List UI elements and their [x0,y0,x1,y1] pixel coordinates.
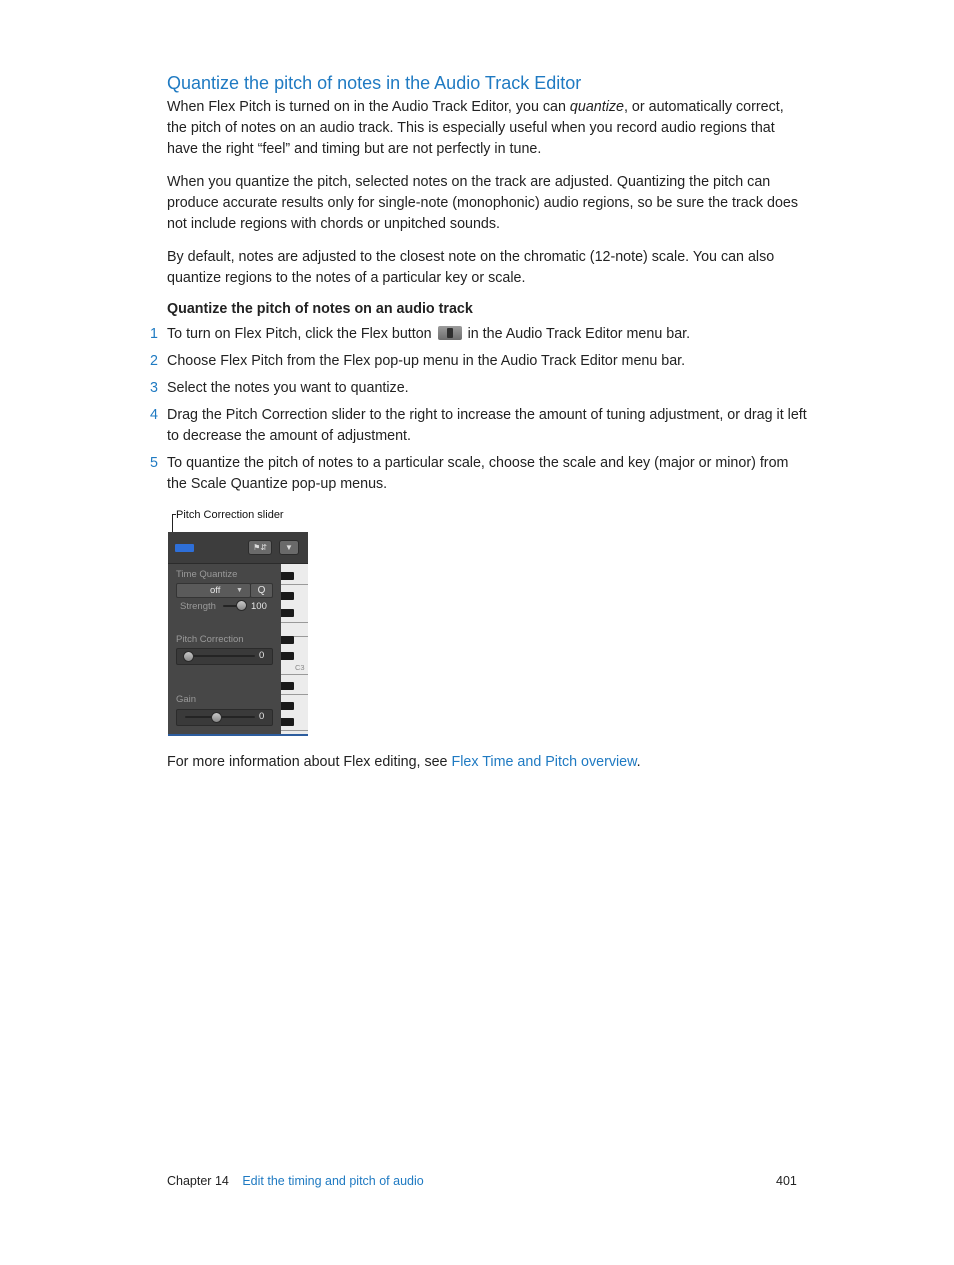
step-number: 4 [150,407,158,423]
black-key [281,572,294,580]
step-number: 3 [150,380,158,396]
step-text-end: in the Audio Track Editor menu bar. [463,326,691,342]
more-info-text: For more information about Flex editing, see [167,754,452,770]
section-heading: Quantize the pitch of notes in the Audio Track Editor [167,73,582,93]
key-label-c3: C3 [295,663,305,672]
step-text-start: To turn on Flex Pitch, click the Flex button [167,326,436,342]
time-quantize-label: Time Quantize [176,569,238,580]
pitch-correction-slider[interactable] [176,648,273,665]
step-number: 2 [150,353,158,369]
gain-slider[interactable] [176,709,273,726]
black-key [281,702,294,710]
gain-knob[interactable] [211,712,222,723]
page-number: 401 [776,1174,797,1188]
paragraph-quantize: When you quantize the pitch, selected notes on the track are adjusted. Quantizing the pitch can produce accurate results only for single-note (monophonic) audio regions, so be sure the track does not include regions with chords or unpitched sounds. [167,174,799,232]
step-text: To quantize the pitch of notes to a particular scale, choose the scale and key (major or minor) from the Scale Quantize pop-up menus. [167,455,789,492]
step-number: 1 [150,326,158,342]
black-key [281,636,294,644]
more-info-end: . [636,754,641,770]
intro-text-end: , or automatically correct, the pitch of notes on an audio track. This is especially useful when you record audio regions that have the right “feel” and timing but are not perfectly in tune. [167,99,784,157]
pitch-correction-label: Pitch Correction [176,634,244,645]
white-key-divider [281,674,308,675]
intro-text: When Flex Pitch is turned on in the Audio Track Editor, you can [167,99,570,115]
pitch-correction-knob[interactable] [183,651,194,662]
chevron-down-icon: ▼ [236,587,243,594]
white-key-divider [281,622,308,623]
procedure-title: Quantize the pitch of notes on an audio track [167,301,473,317]
gain-label: Gain [176,694,197,705]
chapter-label: Chapter 14 [167,1174,229,1188]
step-text: Drag the Pitch Correction slider to the right to increase the amount of tuning adjustment, or drag it left to decrease the amount of adjustment. [167,407,807,444]
white-key-divider [281,730,308,731]
white-key-divider [281,584,308,585]
flex-overview-link[interactable]: Flex Time and Pitch overview [451,754,637,770]
intro-italic: quantize [569,99,624,115]
flag-dropdown-icon[interactable]: ⚑⇵ [248,540,272,555]
callout-label: Pitch Correction slider [176,509,284,521]
flex-button[interactable] [175,544,194,552]
flex-icon [438,326,462,340]
piano-keyboard [281,564,308,734]
step-number: 5 [150,455,158,471]
paragraph-intro [167,97,807,160]
page-footer [167,1174,424,1188]
pitch-correction-track[interactable] [185,655,255,657]
panel-menu-bar [168,532,308,564]
step-text [167,324,807,345]
step-text: Select the notes you want to quantize. [167,380,409,396]
strength-slider-knob[interactable] [236,600,247,611]
q-button[interactable]: Q [250,583,273,598]
black-key [281,718,294,726]
flex-inspector-panel [168,532,308,736]
chapter-section-link[interactable]: Edit the timing and pitch of audio [242,1174,424,1188]
white-key-divider [281,694,308,695]
more-info [167,754,641,770]
chevron-down-icon[interactable]: ▼ [279,540,299,555]
black-key [281,652,294,660]
pitch-correction-value: 0 [259,650,265,661]
strength-label: Strength [180,601,216,612]
strength-value: 100 [251,601,267,612]
paragraph-default: By default, notes are adjusted to the closest note on the chromatic (12-note) scale. You can also quantize regions to the notes of a particular key or scale. [167,249,775,286]
gain-value: 0 [259,711,265,722]
black-key [281,592,294,600]
time-quantize-popup[interactable] [176,583,251,598]
step-text: Choose Flex Pitch from the Flex pop-up menu in the Audio Track Editor menu bar. [167,353,686,369]
time-quantize-value: off [210,585,221,596]
black-key [281,609,294,617]
black-key [281,682,294,690]
